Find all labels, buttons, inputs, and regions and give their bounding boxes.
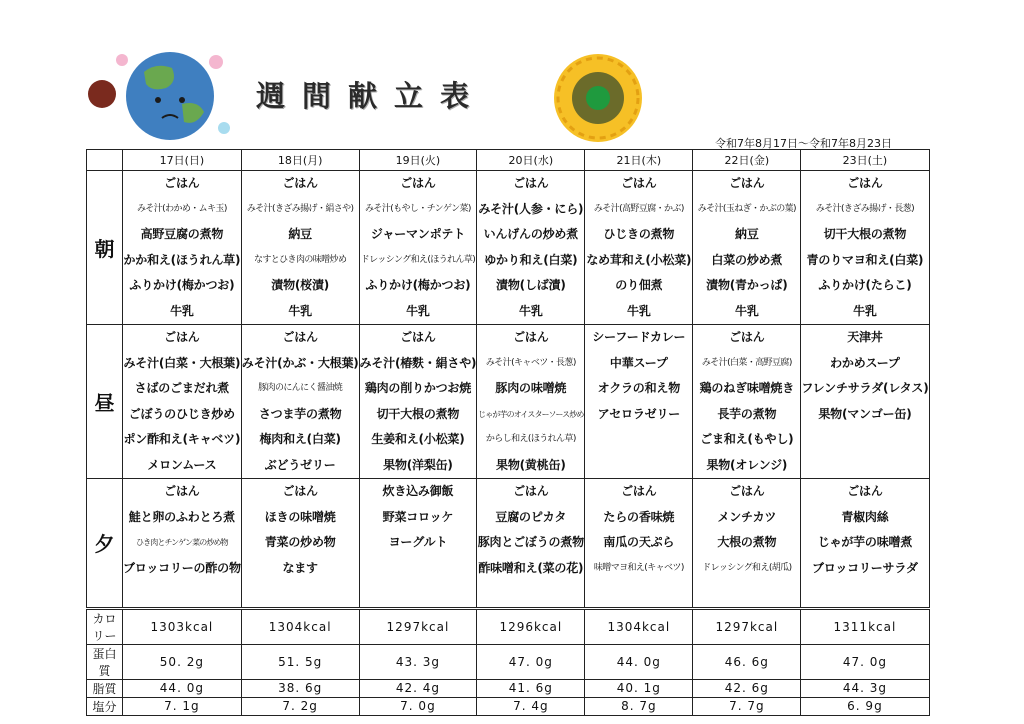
dish-item: さつま芋の煮物 (258, 406, 342, 421)
dish-item: みそ汁(きざみ揚げ・長葱) (815, 203, 915, 214)
nutrition-value: 6. 9g (801, 697, 929, 715)
drop-shape (218, 122, 230, 134)
dish-item: 長芋の煮物 (717, 406, 777, 421)
nutrition-value: 41. 6g (477, 679, 585, 697)
dish-item: 牛乳 (519, 303, 543, 318)
dish-item: ごはん (513, 484, 549, 498)
nutrition-value: 7. 2g (241, 697, 359, 715)
dish-item: ひじきの煮物 (603, 227, 675, 241)
menu-cell (801, 171, 929, 325)
date-range: 令和7年8月17日～令和7年8月23日 (715, 137, 892, 150)
dish-item: ごはん (847, 176, 883, 190)
menu-cell (359, 325, 477, 479)
dish-item: なます (282, 560, 318, 575)
dish-item: ごはん (400, 176, 436, 190)
menu-cell (359, 479, 477, 609)
dish-item (123, 581, 241, 607)
earth-globe-shape (126, 52, 214, 140)
dish-item (242, 581, 359, 607)
menu-table (86, 149, 930, 716)
dish-item: ふりかけ(梅かつお) (129, 278, 235, 292)
dish-item (801, 427, 928, 453)
menu-cell (123, 171, 242, 325)
menu-cell (693, 325, 801, 479)
nutrition-value: 44. 0g (585, 644, 693, 679)
meal-row (87, 325, 930, 479)
dish-item: のり佃煮 (615, 278, 663, 292)
day-header: 17日(日) (123, 150, 242, 171)
dish-item: 青椒肉絲 (841, 509, 889, 524)
menu-cell (123, 325, 242, 479)
dish-item: ブロッコリーの酢の物 (123, 560, 241, 575)
nutrition-label: カロリー (87, 608, 123, 644)
dish-item: ドレッシング和え(胡瓜) (702, 562, 792, 573)
dish-item: みそ汁(白菜・大根葉) (123, 355, 241, 370)
dish-item: 酢味噌和え(菜の花) (478, 560, 584, 575)
dish-item: 漬物(桜漬) (271, 278, 330, 292)
nutrition-body (87, 608, 930, 715)
dish-item: ドレッシング和え(ほうれん草) (360, 254, 476, 265)
nutrition-label: 塩分 (87, 697, 123, 715)
nutrition-row (87, 697, 930, 715)
menu-cell (477, 325, 585, 479)
dish-item: ごはん (513, 176, 549, 190)
dish-item: ごはん (164, 176, 200, 190)
menu-cell (801, 479, 929, 609)
nutrition-value: 1304kcal (241, 608, 359, 644)
dish-item: 梅肉和え(白菜) (259, 432, 341, 446)
nutrition-value: 42. 4g (359, 679, 477, 697)
menu-cell (585, 479, 693, 609)
dish-item (477, 581, 584, 607)
dish-item: メロンムース (147, 457, 217, 472)
dish-item: ブロッコリーサラダ (812, 560, 918, 575)
dish-item: ごま和え(もやし) (700, 432, 794, 446)
dish-item: ごはん (729, 330, 765, 344)
nutrition-value: 50. 2g (123, 644, 242, 679)
dish-item: いんげんの炒め煮 (483, 227, 579, 241)
dish-item: みそ汁(きざみ揚げ・絹さや) (246, 203, 354, 214)
dish-item: みそ汁(玉ねぎ・かぶの葉) (697, 203, 796, 214)
nutrition-value: 7. 7g (693, 697, 801, 715)
dish-item: なめ茸和え(小松菜) (586, 252, 692, 267)
dish-item: 鶏肉の削りかつお焼 (364, 381, 472, 395)
day-header: 20日(水) (477, 150, 585, 171)
dish-item: 果物(黄桃缶) (496, 457, 566, 472)
dish-item: 青のりマヨ和え(白菜) (806, 252, 924, 267)
dish-item: 高野豆腐の煮物 (140, 227, 224, 241)
nutrition-value: 7. 1g (123, 697, 242, 715)
dish-item: 牛乳 (735, 303, 759, 318)
dish-item: ポン酢和え(キャベツ) (123, 432, 241, 446)
dish-item: 鮭と卵のふわとろ煮 (128, 509, 235, 524)
dish-item: ごはん (400, 330, 436, 344)
eye-shape (179, 97, 185, 103)
dish-item: ごはん (621, 484, 657, 498)
dish-item: みそ汁(人参・にら) (478, 201, 584, 216)
dish-item: かか和え(ほうれん草) (123, 252, 241, 267)
eye-shape (155, 97, 161, 103)
red-ball-shape (88, 80, 116, 108)
corner-cell (87, 150, 123, 171)
center-dot-shape (586, 86, 610, 110)
nutrition-label: 脂質 (87, 679, 123, 697)
menu-cell (693, 479, 801, 609)
dish-item: みそ汁(かぶ・大根葉) (241, 355, 359, 370)
meal-label: 朝 (87, 171, 123, 325)
dish-item (360, 556, 477, 582)
dish-item: 漬物(青かっぱ) (706, 278, 788, 292)
menu-cell (359, 171, 477, 325)
dish-item: 牛乳 (853, 303, 877, 318)
dish-item: 牛乳 (288, 303, 312, 318)
dish-item: ごはん (282, 176, 318, 190)
dish-item: わかめスープ (830, 355, 900, 370)
dish-item: 豆腐のピカタ (495, 509, 567, 524)
nutrition-value: 40. 1g (585, 679, 693, 697)
dish-item: みそ汁(キャベツ・長葱) (485, 357, 576, 368)
nutrition-label: 蛋白質 (87, 644, 123, 679)
dish-item (693, 581, 800, 607)
dish-item: じゃが芋のオイスターソース炒め (478, 409, 584, 419)
dish-item: アセロラゼリー (597, 406, 681, 421)
dish-item: 切干大根の煮物 (823, 227, 907, 241)
dish-item: 漬物(しば漬) (496, 278, 566, 292)
dish-item: ごはん (729, 484, 765, 498)
menu-cell (585, 325, 693, 479)
dish-item: 豚肉のにんにく醤油焼 (258, 383, 343, 393)
dish-item: 中華スープ (609, 355, 668, 370)
nutrition-value: 1297kcal (359, 608, 477, 644)
nutrition-value: 1311kcal (801, 608, 929, 644)
dish-item: 果物(洋梨缶) (383, 457, 453, 472)
dish-item: ごはん (621, 176, 657, 190)
dish-item: シーフードカレー (592, 330, 686, 344)
dish-item: ゆかり和え(白菜) (484, 252, 578, 267)
dish-item: 野菜コロッケ (382, 509, 454, 524)
dish-item: なすとひき肉の味噌炒め (253, 254, 347, 265)
menu-cell (241, 325, 359, 479)
dish-item: 牛乳 (170, 303, 194, 318)
nutrition-value: 46. 6g (693, 644, 801, 679)
dish-item: 大根の煮物 (717, 535, 777, 549)
nutrition-value: 44. 3g (801, 679, 929, 697)
dish-item: みそ汁(もやし・チンゲン菜) (365, 203, 471, 214)
dish-item (360, 581, 477, 607)
dish-item: 納豆 (288, 227, 312, 241)
dish-item (585, 581, 692, 607)
dish-item: じゃが芋の味噌煮 (817, 535, 913, 549)
dish-item (585, 453, 692, 479)
dish-item (801, 453, 928, 479)
dish-item: ごはん (729, 176, 765, 190)
menu-cell (477, 479, 585, 609)
day-header-row (87, 150, 930, 171)
menu-cell (241, 171, 359, 325)
nutrition-row (87, 644, 930, 679)
dish-item: ひき肉とチンゲン菜の炒め物 (136, 538, 228, 547)
nutrition-row (87, 608, 930, 644)
meal-body (87, 171, 930, 609)
menu-cell (585, 171, 693, 325)
dish-item: 牛乳 (627, 303, 651, 318)
day-header: 23日(土) (801, 150, 929, 171)
nutrition-value: 51. 5g (241, 644, 359, 679)
dish-item: 白菜の炒め煮 (711, 252, 783, 267)
nutrition-value: 1297kcal (693, 608, 801, 644)
dish-item: 南瓜の天ぷら (603, 535, 675, 549)
dish-item: 天津丼 (847, 330, 883, 344)
meal-row (87, 479, 930, 609)
dish-item: 鶏のねぎ味噌焼き (699, 381, 795, 395)
day-header: 21日(木) (585, 150, 693, 171)
nutrition-value: 7. 0g (359, 697, 477, 715)
nutrition-value: 1303kcal (123, 608, 242, 644)
nutrition-value: 1304kcal (585, 608, 693, 644)
menu-cell (241, 479, 359, 609)
dish-item (585, 427, 692, 453)
dish-item: たらの香味焼 (603, 509, 675, 524)
meal-label: 昼 (87, 325, 123, 479)
dish-item: 豚肉とごぼうの煮物 (477, 535, 584, 549)
dish-item: 味噌マヨ和え(キャベツ) (593, 562, 684, 573)
meal-row (87, 171, 930, 325)
nutrition-value: 43. 3g (359, 644, 477, 679)
day-header: 19日(火) (359, 150, 477, 171)
dish-item: ふりかけ(たらこ) (818, 278, 912, 292)
dish-item: フレンチサラダ(レタス) (801, 381, 929, 395)
dish-item: 炊き込み御飯 (382, 484, 454, 498)
nutrition-value: 8. 7g (585, 697, 693, 715)
dish-item: ごはん (164, 330, 200, 344)
menu-cell (693, 171, 801, 325)
nutrition-row (87, 679, 930, 697)
dish-item: さばのごまだれ煮 (134, 381, 230, 395)
dish-item: 生姜和え(小松菜) (371, 432, 465, 446)
dish-item: ふりかけ(梅かつお) (365, 278, 471, 292)
dish-item: 豚肉の味噌焼 (495, 381, 567, 395)
day-header: 18日(月) (241, 150, 359, 171)
dish-item: 牛乳 (406, 303, 430, 318)
dish-item: オクラの和え物 (597, 381, 681, 395)
meal-label: 夕 (87, 479, 123, 609)
nutrition-value: 38. 6g (241, 679, 359, 697)
dish-item: ジャーマンポテト (370, 227, 466, 241)
earth-illustration (86, 48, 246, 144)
dish-item: みそ汁(椿麩・絹さや) (359, 355, 477, 370)
dish-item: ごはん (164, 484, 200, 498)
nutrition-value: 47. 0g (477, 644, 585, 679)
dish-item: 切干大根の煮物 (376, 406, 460, 421)
dish-item: 果物(オレンジ) (706, 457, 788, 472)
menu-cell (801, 325, 929, 479)
dish-item: ヨーグルト (388, 535, 448, 549)
dish-item: からし和え(ほうれん草) (485, 434, 576, 444)
dish-item: みそ汁(白菜・高野豆腐) (701, 357, 792, 368)
day-header: 22日(金) (693, 150, 801, 171)
dish-item: みそ汁(わかめ・ムキ玉) (136, 203, 227, 214)
dish-item: ごはん (282, 484, 318, 498)
flower-shape (209, 55, 223, 69)
dish-item: みそ汁(高野豆腐・かぶ) (593, 203, 684, 214)
nutrition-value: 7. 4g (477, 697, 585, 715)
dish-item: ごはん (847, 484, 883, 498)
dish-item: ごぼうのひじき炒め (128, 406, 235, 421)
dish-item: 青菜の炒め物 (264, 535, 336, 549)
dish-item: 果物(マンゴー缶) (818, 406, 912, 421)
dish-item: 納豆 (735, 227, 759, 241)
nutrition-value: 47. 0g (801, 644, 929, 679)
nutrition-value: 44. 0g (123, 679, 242, 697)
menu-cell (123, 479, 242, 609)
dish-item: ほきの味噌焼 (264, 509, 336, 524)
nutrition-value: 1296kcal (477, 608, 585, 644)
menu-cell (477, 171, 585, 325)
dish-item: ごはん (513, 330, 549, 344)
page-title: 週間献立表 (256, 79, 487, 113)
flower-shape (116, 54, 128, 66)
sunflower-illustration (550, 50, 646, 146)
dish-item: ごはん (282, 330, 318, 344)
dish-item: ぶどうゼリー (264, 457, 336, 472)
dish-item (801, 581, 928, 607)
nutrition-value: 42. 6g (693, 679, 801, 697)
header (0, 0, 1024, 150)
dish-item: メンチカツ (717, 509, 777, 524)
